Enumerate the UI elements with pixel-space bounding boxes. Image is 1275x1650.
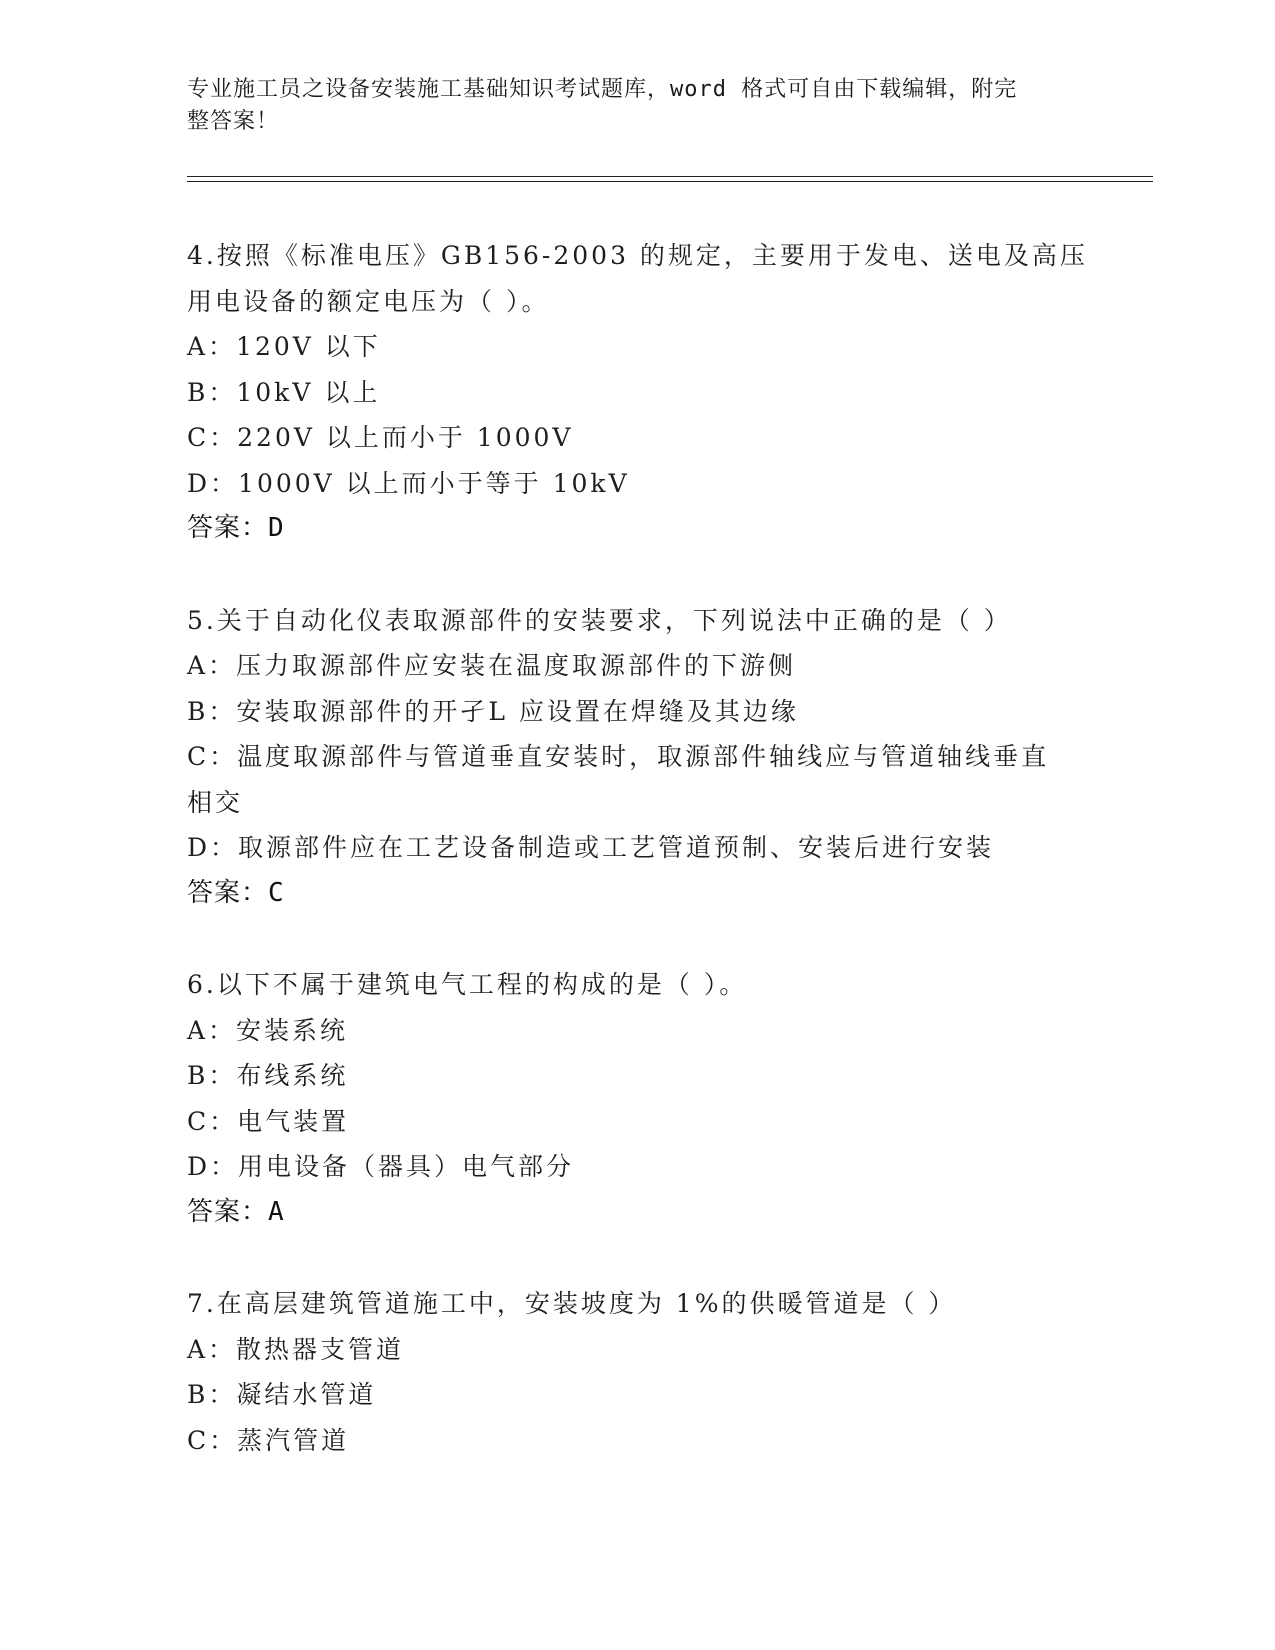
option-c: 相交 [187,787,244,817]
option-a: A：压力取源部件应安装在温度取源部件的下游侧 [187,651,797,680]
header-divider-bottom [187,181,1153,182]
option-a: A：散热器支管道 [187,1334,405,1364]
option-a: A：安装系统 [187,1015,349,1045]
option-b: B：布线系统 [187,1061,349,1090]
header-line-1: 专业施工员之设备安装施工基础知识考试题库，word 格式可自由下载编辑，附完 [187,77,1018,102]
answer-key: 答案：D [187,513,285,543]
option-a: A：120V 以下 [187,332,381,361]
question-stem: 7.在高层建筑管道施工中，安装坡度为 1%的供暖管道是（ ） [187,1289,957,1318]
document-header [187,74,1067,138]
option-c: C：电气装置 [187,1106,350,1136]
option-d: D：1000V 以上而小于等于 10kV [187,468,630,498]
option-c: C：蒸汽管道 [187,1425,350,1455]
answer-key: 答案：A [187,1196,285,1227]
question-block [187,1281,1087,1463]
question-stem: 4.按照《标准电压》GB156-2003 的规定，主要用于发电、送电及高压 [187,241,1088,270]
header-line-2: 整答案！ [187,109,280,134]
question-stem: 6.以下不属于建筑电气工程的构成的是（ ）。 [187,970,748,999]
question-block [187,598,1087,917]
header-divider-top [187,176,1153,177]
answer-key: 答案：C [187,877,285,908]
option-c: C：220V 以上而小于 1000V [187,423,574,452]
option-c: C：温度取源部件与管道垂直安装时，取源部件轴线应与管道轴线垂直 [187,742,1050,771]
question-block [187,962,1087,1235]
question-stem: 5.关于自动化仪表取源部件的安装要求，下列说法中正确的是（ ） [187,605,1012,635]
option-b: B：10kV 以上 [187,377,381,407]
option-d: D：取源部件应在工艺设备制造或工艺管道预制、安装后进行安装 [187,833,995,862]
option-b: B：凝结水管道 [187,1380,377,1409]
question-stem: 用电设备的额定电压为（ ）。 [187,286,550,316]
option-b: B：安装取源部件的开孑L 应设置在焊缝及其边缘 [187,696,799,726]
question-block [187,233,1087,552]
question-list [187,233,1087,1509]
option-d: D：用电设备（器具）电气部分 [187,1152,575,1181]
